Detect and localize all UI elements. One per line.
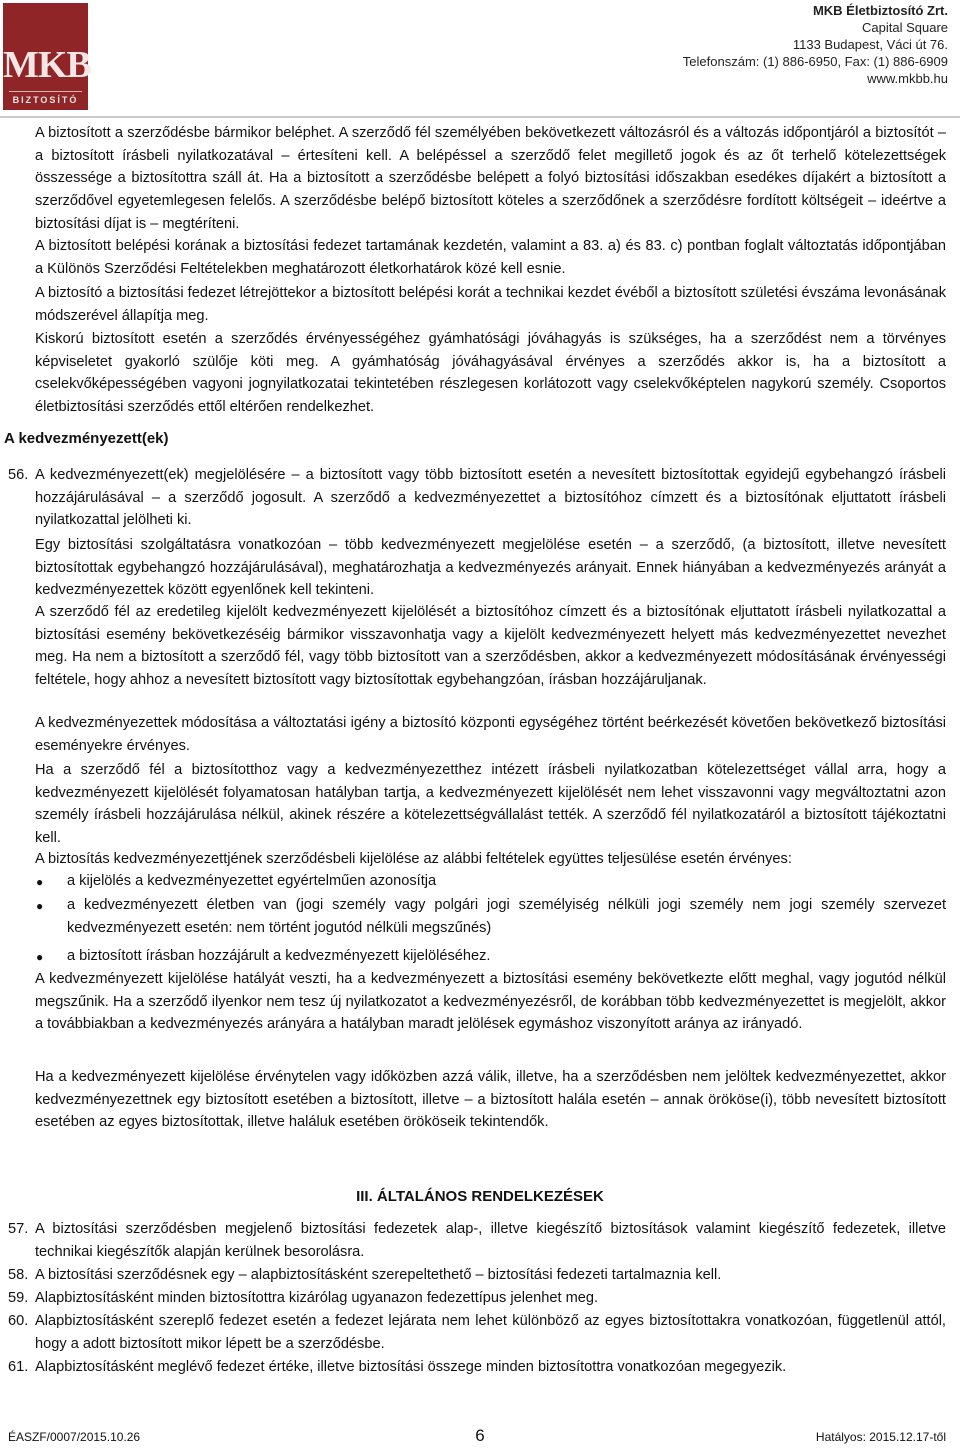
beneficiary-paragraph: A szerződő fél az eredetileg kijelölt kedvezményezett kijelölését a biztosítóhoz címzett és a biztosítónak eljuttatott írásbeli nyilatkozattal a biztosítási esemény bekövetkezéséig bármikor visszavonhatja vagy a kijelölt kedvezményezett helyett más kedvezményezettet nevezhet meg. Ha nem a biztosított a szerződő fél, vagy több biztosított van a szerződésben, akkor a kedvezményezett módosításának érvényességi feltétele, hogy ahhoz a nevesített biztosított vagy biztosítottak egybehangzóan, írásban hozzájáruljanak. xyxy=(35,604,946,689)
logo-divider xyxy=(9,91,82,92)
document-code: ÉASZF/0007/2015.10.26 xyxy=(8,1430,141,1444)
bullet-item: a kedvezményezett életben van (jogi személy vagy polgári jogi személyiség nélküli jogi személy nem jogi személy szervezet kedvezményezett esetén: nem történt jogutód nélküli megszűnés) xyxy=(67,897,946,936)
beneficiary-paragraph: Egy biztosítási szolgáltatásra vonatkozóan – több kedvezményezett megjelölése esetén – a szerződő, (a biztosított, illetve nevesített biztosítottak egybehangzó hozzájárulásával), meghatározhatja a kedvezményezés arányait. Ennek hiányában a kedvezményezés arányát a kedvezményezettek között egyenlőnek kell tekinteni. xyxy=(35,537,946,599)
company-address: 1133 Budapest, Váci út 76. xyxy=(792,37,948,52)
provision-text: Alapbiztosításként meglévő fedezet értéke, illetve biztosítási összege minden biztosítottra vonatkozóan megegyezik. xyxy=(35,1359,787,1375)
beneficiary-paragraph: Ha a szerződő fél a biztosítotthoz vagy a kedvezményezetthez intézett írásbeli nyilatkozatban kötelezettséget vállal arra, hogy a kedvezményezett kijelölését folyamatosan hatályban tartja, a kedvezményezett kijelölését nem lehet visszavonni vagy megváltoztatni azon személy írásbeli hozzájárulása nélkül, akinek részére a kötelezettségvállalást tették. A szerződő fél nyilatkozatáról a biztosított tájékoztatni kell. xyxy=(35,762,946,847)
company-web: www.mkbb.hu xyxy=(867,71,948,86)
page-number: 6 xyxy=(475,1426,485,1445)
item-number: 57. xyxy=(8,1221,29,1237)
intro-paragraph: A biztosító a biztosítási fedezet létrejöttekor a biztosított belépési korát a technikai kezdet évéből a biztosított születési évszáma levonásának módszerével állapítja meg. xyxy=(35,285,946,324)
logo-text: MKB xyxy=(3,44,91,86)
bullet-item: a biztosított írásban hozzájárult a kedvezményezett kijelöléséhez. xyxy=(67,948,491,964)
beneficiary-paragraph: Ha a kedvezményezett kijelölése érvénytelen vagy időközben azzá válik, illetve, ha a szerződésben nem jelöltek kedvezményezettet, akkor kedvezményezettnek egy biztosított esetében a biztosított, illetve – a biztosított halála esetén – annak örököse(i), több nevesített biztosított esetében az egyes biztosítottak, illetve haláluk esetében örököseik tekintendők. xyxy=(35,1069,946,1131)
intro-paragraph: A biztosított belépési korának a biztosítási fedezet tartamának kezdetén, valamint a 83. a) és 83. c) pontban foglalt változtatás időpontjában a Különös Szerződési Feltételekben meghatározott életkorhatárok közé kell esnie. xyxy=(35,238,946,277)
company-name: MKB Életbiztosító Zrt. xyxy=(812,3,948,18)
beneficiary-paragraph: A kedvezményezett(ek) megjelölésére – a biztosított vagy több biztosított esetén a nevesített biztosítottak egyidejű egybehangzó írásbeli hozzájárulásával – a szerződő jogosult. A szerződő a kedvezményezettet a biztosítóhoz címzett és a biztosítónak eljuttatott írásbeli nyilatkozattal jelölheti ki. xyxy=(35,467,946,529)
beneficiary-paragraph: A kedvezményezettek módosítása a változtatási igény a biztosító központi egységéhez történt beérkezését követően bekövetkező biztosítási eseményekre érvényes. xyxy=(35,715,946,754)
item-number: 60. xyxy=(8,1313,29,1329)
company-info xyxy=(683,2,948,87)
section-heading: III. ÁLTALÁNOS RENDELKEZÉSEK xyxy=(356,1188,604,1205)
provision-text: A biztosítási szerződésnek egy – alapbiztosításként szerepeltethető – biztosítási fedezeti tartalmaznia kell. xyxy=(35,1267,722,1283)
bullet-item: a kijelölés a kedvezményezettet egyértelműen azonosítja xyxy=(67,873,437,889)
intro-paragraph: Kiskorú biztosított esetén a szerződés érvényességéhez gyámhatósági jóváhagyás is szükséges, ha a szerződést nem a törvényes képviseletet gyakorló szülője köti meg. A gyámhatóság jóváhagyásával érvényes a szerződés akkor is, ha a biztosított a cselekvőképességében vagyoni jognyilatkozatai tekintetében részlegesen korlátozott vagy cselekvőképtelen nagykorú személy. Csoportos életbiztosítási szerződés ettől eltérően rendelkezhet. xyxy=(35,331,946,416)
item-number: 58. xyxy=(8,1267,29,1283)
provision-text: A biztosítási szerződésben megjelenő biztosítási fedezetek alap-, illetve kiegészítő biztosítások valamint kiegészítő fedezetek, illetve technikai kiegészítők alapján kerülnek besorolásra. xyxy=(35,1221,946,1260)
header-divider xyxy=(0,116,960,118)
bullet-dot: ● xyxy=(36,899,44,913)
effective-date: Hatályos: 2015.12.17-től xyxy=(815,1430,946,1444)
company-phone: Telefonszám: (1) 886-6950, Fax: (1) 886-6909 xyxy=(682,54,948,69)
bullet-dot: ● xyxy=(36,950,44,964)
item-number: 56. xyxy=(8,467,29,483)
intro-paragraph: A biztosított a szerződésbe bármikor beléphet. A szerződő fél személyében bekövetkezett változásról és a változás időpontjáról a biztosítót – a biztosított írásbeli nyilatkozatával – értesíteni kell. A belépéssel a szerződő felet megillető jogok és az őt terhelő kötelezettségek összessége a biztosítottra száll át. Ha a biztosított a szerződésbe belépett a folyó biztosítási időszakban esedékes díjakért a biztosított a szerződővel egyetemlegesen felelős. A szerződésbe belépő biztosított köteles a szerződőnek a szerződésre fordított költségeit – ideértve a biztosítási díjat is – megtéríteni. xyxy=(35,125,946,232)
section-heading: A kedvezményezett(ek) xyxy=(4,430,169,447)
item-number: 59. xyxy=(8,1290,29,1306)
logo-subtext: BIZTOSÍTÓ xyxy=(12,95,79,105)
company-building: Capital Square xyxy=(862,20,948,35)
item-number: 61. xyxy=(8,1359,29,1375)
provision-text: Alapbiztosításként szereplő fedezet esetén a fedezet lejárata nem lehet különböző az egyes biztosítottakra vonatkozóan, függetlenül attól, hogy a adott biztosított mikor lépett be a szerződésbe. xyxy=(35,1313,946,1352)
beneficiary-paragraph: A kedvezményezett kijelölése hatályát veszti, ha a kedvezményezett a biztosítási esemény bekövetkezte előtt meghal, vagy jogutód nélkül megszűnik. Ha a szerződő ilyenkor nem tesz új nyilatkozatot a kedvezményezésről, de korábban több kedvezményezettet is megjelölt, akkor a továbbiakban a kedvezményezés arányára a hatályban maradt jelölések egymáshoz viszonyított aránya az irányadó. xyxy=(35,971,946,1033)
provision-text: Alapbiztosításként minden biztosítottra kizárólag ugyanazon fedezettípus jelenhet meg. xyxy=(35,1290,599,1306)
bullet-dot: ● xyxy=(36,875,44,889)
beneficiary-paragraph: A biztosítás kedvezményezettjének szerződésbeli kijelölése az alábbi feltételek együttes teljesülése esetén érvényes: xyxy=(35,851,792,867)
company-logo xyxy=(3,3,91,110)
